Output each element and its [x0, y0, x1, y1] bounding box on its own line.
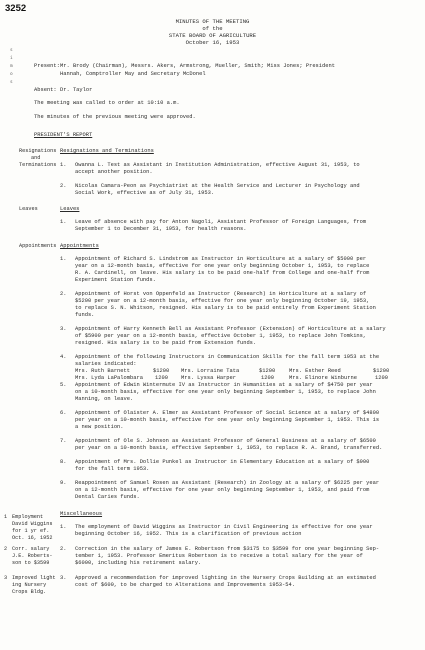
- misc-num: 2.: [60, 546, 67, 552]
- misc-line: tember 1, 1953. Professor Emeritus Robertson is to receive a total salary for the year of: [75, 553, 363, 559]
- salary-amount: 1200: [155, 375, 168, 381]
- miscellaneous-heading: Miscellaneous: [60, 511, 103, 517]
- appointment-line: Appointment of Ole S. Johnson as Assistant Professor of General Business at a salary of $6500: [75, 438, 376, 444]
- misc-num: 1.: [60, 524, 67, 530]
- resignation-line: Nicolas Camara-Peon as Psychiatrist at the Health Service and Lecturer in Psychology and: [75, 183, 360, 189]
- appointment-line: Dental Caries funds.: [75, 494, 140, 500]
- side-label-and: and: [31, 155, 41, 161]
- appointment-line: for the fall term 1953.: [75, 466, 150, 472]
- called-to-order: The meeting was called to order at 10:10 a.m.: [34, 100, 180, 106]
- appointment-line: Manning, on leave.: [75, 396, 134, 402]
- side-note: J.E. Roberts-: [12, 553, 53, 559]
- side-note: Corr. salary: [12, 546, 50, 552]
- appointment-line: per year on a 10-month basis, effective for one year only beginning September 1, 1953. This is: [75, 417, 380, 423]
- appointment-line: Appointment of Edwin Wintermute IV as Instructor in Humanities at a salary of $4750 per year: [75, 382, 373, 388]
- appointments-heading: Appointments: [60, 243, 99, 249]
- margin-mark: s: [10, 80, 13, 85]
- side-label-leaves: Leaves: [19, 206, 38, 212]
- absent-value: Dr. Taylor: [60, 87, 93, 93]
- appointment-line: per year on a 10-month basis, effective September 1, 1953, to replace R. A. Brand, transferred.: [75, 445, 383, 451]
- salary-amount: 1200: [375, 375, 388, 381]
- misc-line: Correction in the salary of James E. Robertson from $3175 to $3599 for one year beginning Sep-: [75, 546, 380, 552]
- resignation-line: Owanna L. Test as Assistant in Institution Administration, effective August 31, 1953, to: [75, 162, 360, 168]
- resignation-num: 2.: [60, 183, 67, 189]
- side-label-terminations: Terminations: [19, 162, 57, 168]
- appointment-num: 6.: [60, 410, 67, 416]
- salary-name: Mrs. Lorraine Tata: [181, 368, 240, 374]
- side-note: son to $3599: [12, 560, 50, 566]
- leave-num: 1.: [60, 219, 67, 225]
- side-label-resignations: Resignations: [19, 148, 57, 154]
- margin-mark: s: [10, 48, 13, 53]
- appointment-line: $5200 per year on a 12-month basis, effective for one year only beginning October 19, 1953,: [75, 298, 370, 304]
- appointment-line: Experiment Station funds.: [75, 277, 156, 283]
- appointment-line: on a 10-month basis, effective for one year only beginning September 1, 1953, to replace John: [75, 389, 376, 395]
- salary-name: Mrs. Esther Reed: [289, 368, 341, 374]
- misc-line: The employment of David Wiggins as Instructor in Civil Engineering is effective for one year: [75, 524, 373, 530]
- side-note: for 1 yr ef.: [12, 528, 50, 534]
- appointment-num: 1.: [60, 256, 67, 262]
- appointment-num: 8.: [60, 459, 67, 465]
- side-number: 3: [4, 575, 8, 581]
- appointment-num: 7.: [60, 438, 67, 444]
- margin-mark: m: [10, 64, 13, 69]
- header-line-1: MINUTES OF THE MEETING: [175, 18, 250, 25]
- appointment-line: to replace S. N. Whitson, resigned. His salary is to be paid entirely from Experiment Station: [75, 305, 376, 311]
- resignation-num: 1.: [60, 162, 67, 168]
- present-line-1: Mr. Brody (Chairman), Messrs. Akers, Armstrong, Mueller, Smith; Miss Jones; President: [60, 63, 335, 69]
- salary-name: Mrs. Lyda LaPalombara: [75, 375, 143, 381]
- present-label: Present:: [34, 63, 60, 69]
- appointment-num: 9.: [60, 480, 67, 486]
- appointment-line: R. A. Cardinell, on leave. His salary is to be paid one-half from College and one-half from: [75, 270, 370, 276]
- leaves-heading: Leaves: [60, 206, 80, 212]
- appointment-line: Appointment of the following Instructors in Communication Skills for the fall term 1953 at the: [75, 354, 380, 360]
- salary-name: Mrs. Lyssa Harper: [181, 375, 236, 381]
- side-note: Oct. 16, 1952: [12, 535, 53, 541]
- appointment-line: Appointment of Richard S. Lindstrom as Instructor in Horticulture at a salary of $5000 per: [75, 256, 367, 262]
- appointment-num: 3.: [60, 326, 67, 332]
- salary-amount: $1200: [153, 368, 170, 374]
- appointment-line: Reappointment of Samuel Rosen as Assistant (Research) in Zoology at a salary of $6225 per year: [75, 480, 380, 486]
- side-note: Improved light: [12, 575, 56, 581]
- appointment-line: resigned. His salary is to be paid from Extension funds.: [75, 340, 257, 346]
- page-number: 3252: [5, 3, 27, 14]
- side-number: 2: [4, 546, 8, 552]
- presidents-report-heading: PRESIDENT'S REPORT: [34, 132, 93, 138]
- appointment-line: of $5900 per year on a 12-month basis, effective October 1, 1953, to replace John Tomkins,: [75, 333, 367, 339]
- appointment-line: year on a 12-month basis, effective for one year only beginning October 1, 1953, to replace: [75, 263, 370, 269]
- misc-line: beginning October 16, 1952. This is a clarification of previous action: [75, 531, 302, 537]
- minutes-approved: The minutes of the previous meeting were approved.: [34, 114, 196, 120]
- salary-amount: $1200: [259, 368, 276, 374]
- appointment-num: 4.: [60, 354, 67, 360]
- side-note: ing Nursery: [12, 582, 47, 588]
- resignations-heading: Resignations and Terminations: [60, 148, 154, 154]
- side-label-appointments: Appointments: [19, 243, 57, 249]
- misc-line: Approved a recommendation for improved lighting in the Nursery Crops Building at an estimated: [75, 575, 376, 581]
- appointment-line: funds.: [75, 312, 95, 318]
- header-line-3: STATE BOARD OF AGRICULTURE: [168, 32, 257, 39]
- side-note: David Wiggins: [12, 521, 53, 527]
- margin-mark: i: [10, 56, 13, 61]
- appointment-line: on a 12-month basis, effective for one year only beginning September 1, 1953, and paid from: [75, 487, 370, 493]
- salary-name: Mrs. Ruth Barnett: [75, 368, 130, 374]
- appointment-line: Appointment of Mrs. Dollie Punkel as Instructor in Elementary Education at a salary of $900: [75, 459, 370, 465]
- header-line-2: of the: [202, 25, 223, 32]
- appointment-line: salaries indicated:: [75, 361, 137, 367]
- appointment-line: Appointment of Harry Kenneth Bell as Assistant Professor (Extension) of Horticulture at a salary: [75, 326, 386, 332]
- appointment-num: 2.: [60, 291, 67, 297]
- side-number: 1: [4, 514, 8, 520]
- salary-name: Mrs. Elinore Winburne: [289, 375, 357, 381]
- appointment-line: Appointment of Horst von Oppenfeld as Instructor (Research) in Horticulture at a salary of: [75, 291, 367, 297]
- side-note: Crops Bldg.: [12, 589, 47, 595]
- misc-num: 3.: [60, 575, 67, 581]
- appointment-line: Appointment of Olaister A. Elmer as Assistant Professor of Social Science at a salary of $4800: [75, 410, 380, 416]
- misc-line: cost of $600, to be charged to Alterations and Improvements 1953-54.: [75, 582, 295, 588]
- appointment-num: 5.: [60, 382, 67, 388]
- side-note: Employment: [12, 514, 44, 520]
- appointment-line: a new position.: [75, 424, 124, 430]
- header-date: October 16, 1953: [185, 39, 240, 46]
- resignation-line: Social Work, effective as of July 31, 1953.: [75, 190, 215, 196]
- salary-amount: $1200: [373, 368, 390, 374]
- present-line-2: Hannah, Comptroller May and Secretary McDonel: [60, 71, 206, 77]
- salary-amount: 1200: [261, 375, 274, 381]
- margin-mark: o: [10, 72, 13, 77]
- misc-line: $6000, including his retirement salary.: [75, 560, 202, 566]
- absent-label: Absent:: [34, 87, 57, 93]
- resignation-line: accept another position.: [75, 169, 153, 175]
- leave-line: September 1 to December 31, 1953, for health reasons.: [75, 226, 247, 232]
- leave-line: Leave of absence with pay for Anton Nagoli, Assistant Professor of Foreign Languages, from: [75, 219, 367, 225]
